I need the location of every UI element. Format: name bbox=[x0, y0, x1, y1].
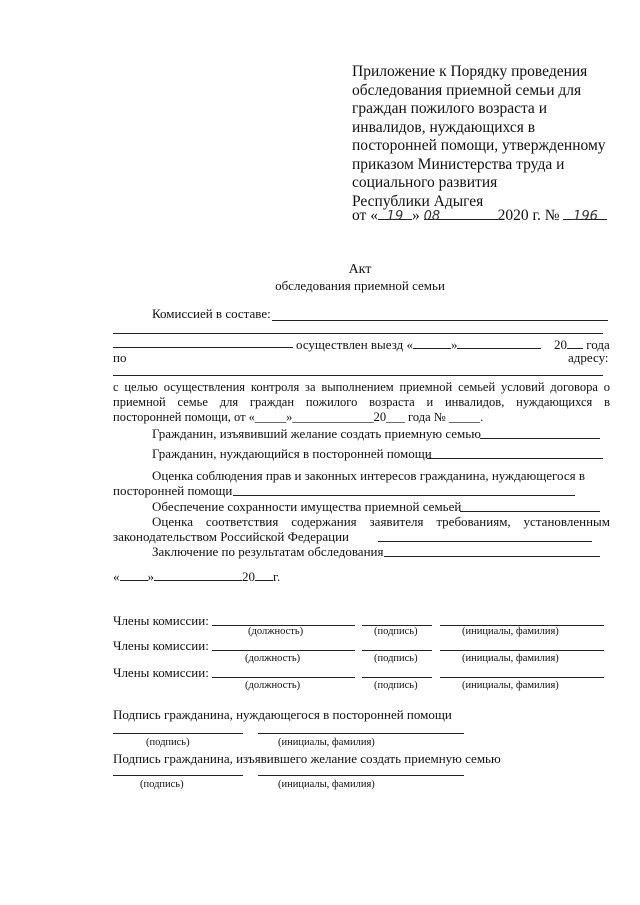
date-day-handwritten: 19 bbox=[386, 209, 404, 224]
act-date-close: » bbox=[147, 569, 154, 584]
appendix-block bbox=[352, 63, 606, 211]
act-date-g: г. bbox=[273, 569, 281, 584]
order-number-field bbox=[563, 207, 607, 224]
member-label-1: Члены комиссии: bbox=[113, 613, 209, 628]
sign-need-initials-caption: (инициалы, фамилия) bbox=[278, 737, 375, 748]
date-day-field bbox=[378, 207, 412, 224]
citizen-wish-label: Гражданин, изъявивший желание создать приемную семью bbox=[152, 426, 481, 441]
conducted-day-field[interactable] bbox=[413, 336, 451, 349]
rights-line-1: Оценка соблюдения прав и законных интересов гражданина, нуждающегося в bbox=[152, 468, 585, 483]
citizen-need-field[interactable] bbox=[427, 458, 603, 459]
appendix-line: Республики Адыгея bbox=[352, 192, 484, 210]
property-label: Обеспечение сохранности имущества приемной семьей bbox=[152, 499, 462, 514]
member-signature-field-2[interactable] bbox=[362, 650, 432, 651]
assessment-line-2: законодательством Российской Федерации bbox=[113, 529, 349, 544]
sign-wish-initials-caption: (инициалы, фамилия) bbox=[278, 779, 375, 790]
sign-need-initials-field[interactable] bbox=[258, 733, 464, 734]
sign-wish-signature-field[interactable] bbox=[113, 775, 243, 776]
member-position-caption-2: (должность) bbox=[245, 653, 301, 664]
sign-need-label: Подпись гражданина, нуждающегося в посторонней помощи bbox=[113, 707, 452, 722]
sign-wish-initials-field[interactable] bbox=[258, 775, 464, 776]
commission-field-line[interactable] bbox=[272, 320, 608, 321]
member-position-caption-1: (должность) bbox=[248, 626, 304, 637]
member-label-3: Члены комиссии: bbox=[113, 665, 209, 680]
appendix-line: обследования приемной семьи для bbox=[352, 81, 582, 99]
conclusion-label: Заключение по результатам обследования bbox=[152, 544, 384, 559]
date-mid: » bbox=[411, 207, 420, 224]
member-signature-caption-3: (подпись) bbox=[374, 680, 418, 691]
act-date-year: 20 bbox=[242, 569, 255, 584]
date-month-handwritten: 08 bbox=[423, 209, 441, 224]
assessment-line-1: Оценка соответствия содержания заявителя требованиям, установленным bbox=[152, 514, 610, 529]
purpose-line-1: с целью осуществления контроля за выполнением приемной семьей условий договора о bbox=[113, 380, 610, 394]
sign-wish-signature-caption: (подпись) bbox=[140, 779, 184, 790]
date-prefix: от « bbox=[352, 207, 378, 224]
member-initials-field-2[interactable] bbox=[440, 650, 604, 651]
member-signature-field-3[interactable] bbox=[362, 677, 432, 678]
conducted-year-text: 20 bbox=[554, 337, 567, 352]
conducted-month-field[interactable] bbox=[457, 336, 541, 349]
conclusion-field[interactable] bbox=[384, 556, 600, 557]
date-month-field bbox=[423, 207, 498, 224]
conducted-year-suffix: года bbox=[586, 337, 610, 352]
address-field-line[interactable] bbox=[113, 375, 603, 376]
commission-label: Комиссией в составе: bbox=[152, 306, 271, 321]
citizen-wish-field[interactable] bbox=[480, 438, 600, 439]
act-date-day-field[interactable] bbox=[120, 568, 148, 581]
sign-need-signature-caption: (подпись) bbox=[146, 737, 190, 748]
address-label: адресу: bbox=[568, 350, 609, 365]
assessment-field[interactable] bbox=[378, 541, 592, 542]
date-year-label: 2020 г. № bbox=[497, 207, 560, 224]
appendix-line: социального развития bbox=[352, 174, 498, 191]
conducted-year-field[interactable] bbox=[567, 336, 583, 349]
member-initials-caption-1: (инициалы, фамилия) bbox=[462, 626, 559, 637]
member-label-2: Члены комиссии: bbox=[113, 638, 209, 653]
member-initials-caption-2: (инициалы, фамилия) bbox=[462, 653, 559, 664]
purpose-line-3: посторонней помощи, от «_____»_____________20___ года № _____. bbox=[113, 410, 484, 424]
act-date-open: « bbox=[113, 569, 120, 584]
commission-field-line-2[interactable] bbox=[113, 333, 603, 334]
appendix-date-line bbox=[352, 207, 607, 225]
member-initials-field-3[interactable] bbox=[440, 677, 604, 678]
appendix-line: посторонней помощи, утвержденному bbox=[352, 137, 606, 154]
order-number-handwritten: 196 bbox=[573, 209, 598, 224]
member-position-field-3[interactable] bbox=[212, 677, 355, 678]
act-date-line bbox=[113, 568, 280, 585]
act-subtitle: обследования приемной семьи bbox=[275, 278, 445, 293]
act-date-year-field[interactable] bbox=[255, 568, 273, 581]
property-field[interactable] bbox=[460, 511, 600, 512]
member-initials-caption-3: (инициалы, фамилия) bbox=[462, 680, 559, 691]
sign-wish-label: Подпись гражданина, изъявившего желание создать приемную семью bbox=[113, 751, 501, 766]
appendix-line: граждан пожилого возраста и bbox=[352, 100, 547, 117]
member-signature-caption-2: (подпись) bbox=[374, 653, 418, 664]
rights-line-2: посторонней помощи bbox=[113, 483, 233, 498]
act-date-month-field[interactable] bbox=[154, 568, 242, 581]
rights-field[interactable] bbox=[233, 495, 575, 496]
conducted-close: » bbox=[450, 337, 458, 352]
conducted-text: осуществлен выезд « bbox=[296, 337, 413, 352]
appendix-line: приказом Министерства труда и bbox=[352, 155, 565, 173]
po-label: по bbox=[113, 350, 127, 365]
citizen-need-label: Гражданин, нуждающийся в посторонней помощи bbox=[152, 446, 432, 461]
conducted-label bbox=[296, 336, 541, 353]
member-position-field-2[interactable] bbox=[212, 650, 355, 651]
conducted-by-line[interactable] bbox=[113, 347, 293, 348]
sign-need-signature-field[interactable] bbox=[113, 733, 243, 734]
act-title: Акт bbox=[348, 262, 372, 277]
appendix-line: инвалидов, нуждающихся в bbox=[352, 118, 536, 136]
member-position-caption-3: (должность) bbox=[245, 680, 301, 691]
purpose-line-2: приемной семье для граждан пожилого возраста и инвалидов, нуждающихся в bbox=[113, 395, 610, 409]
appendix-line: Приложение к Порядку проведения bbox=[352, 63, 588, 80]
member-signature-caption-1: (подпись) bbox=[374, 626, 418, 637]
